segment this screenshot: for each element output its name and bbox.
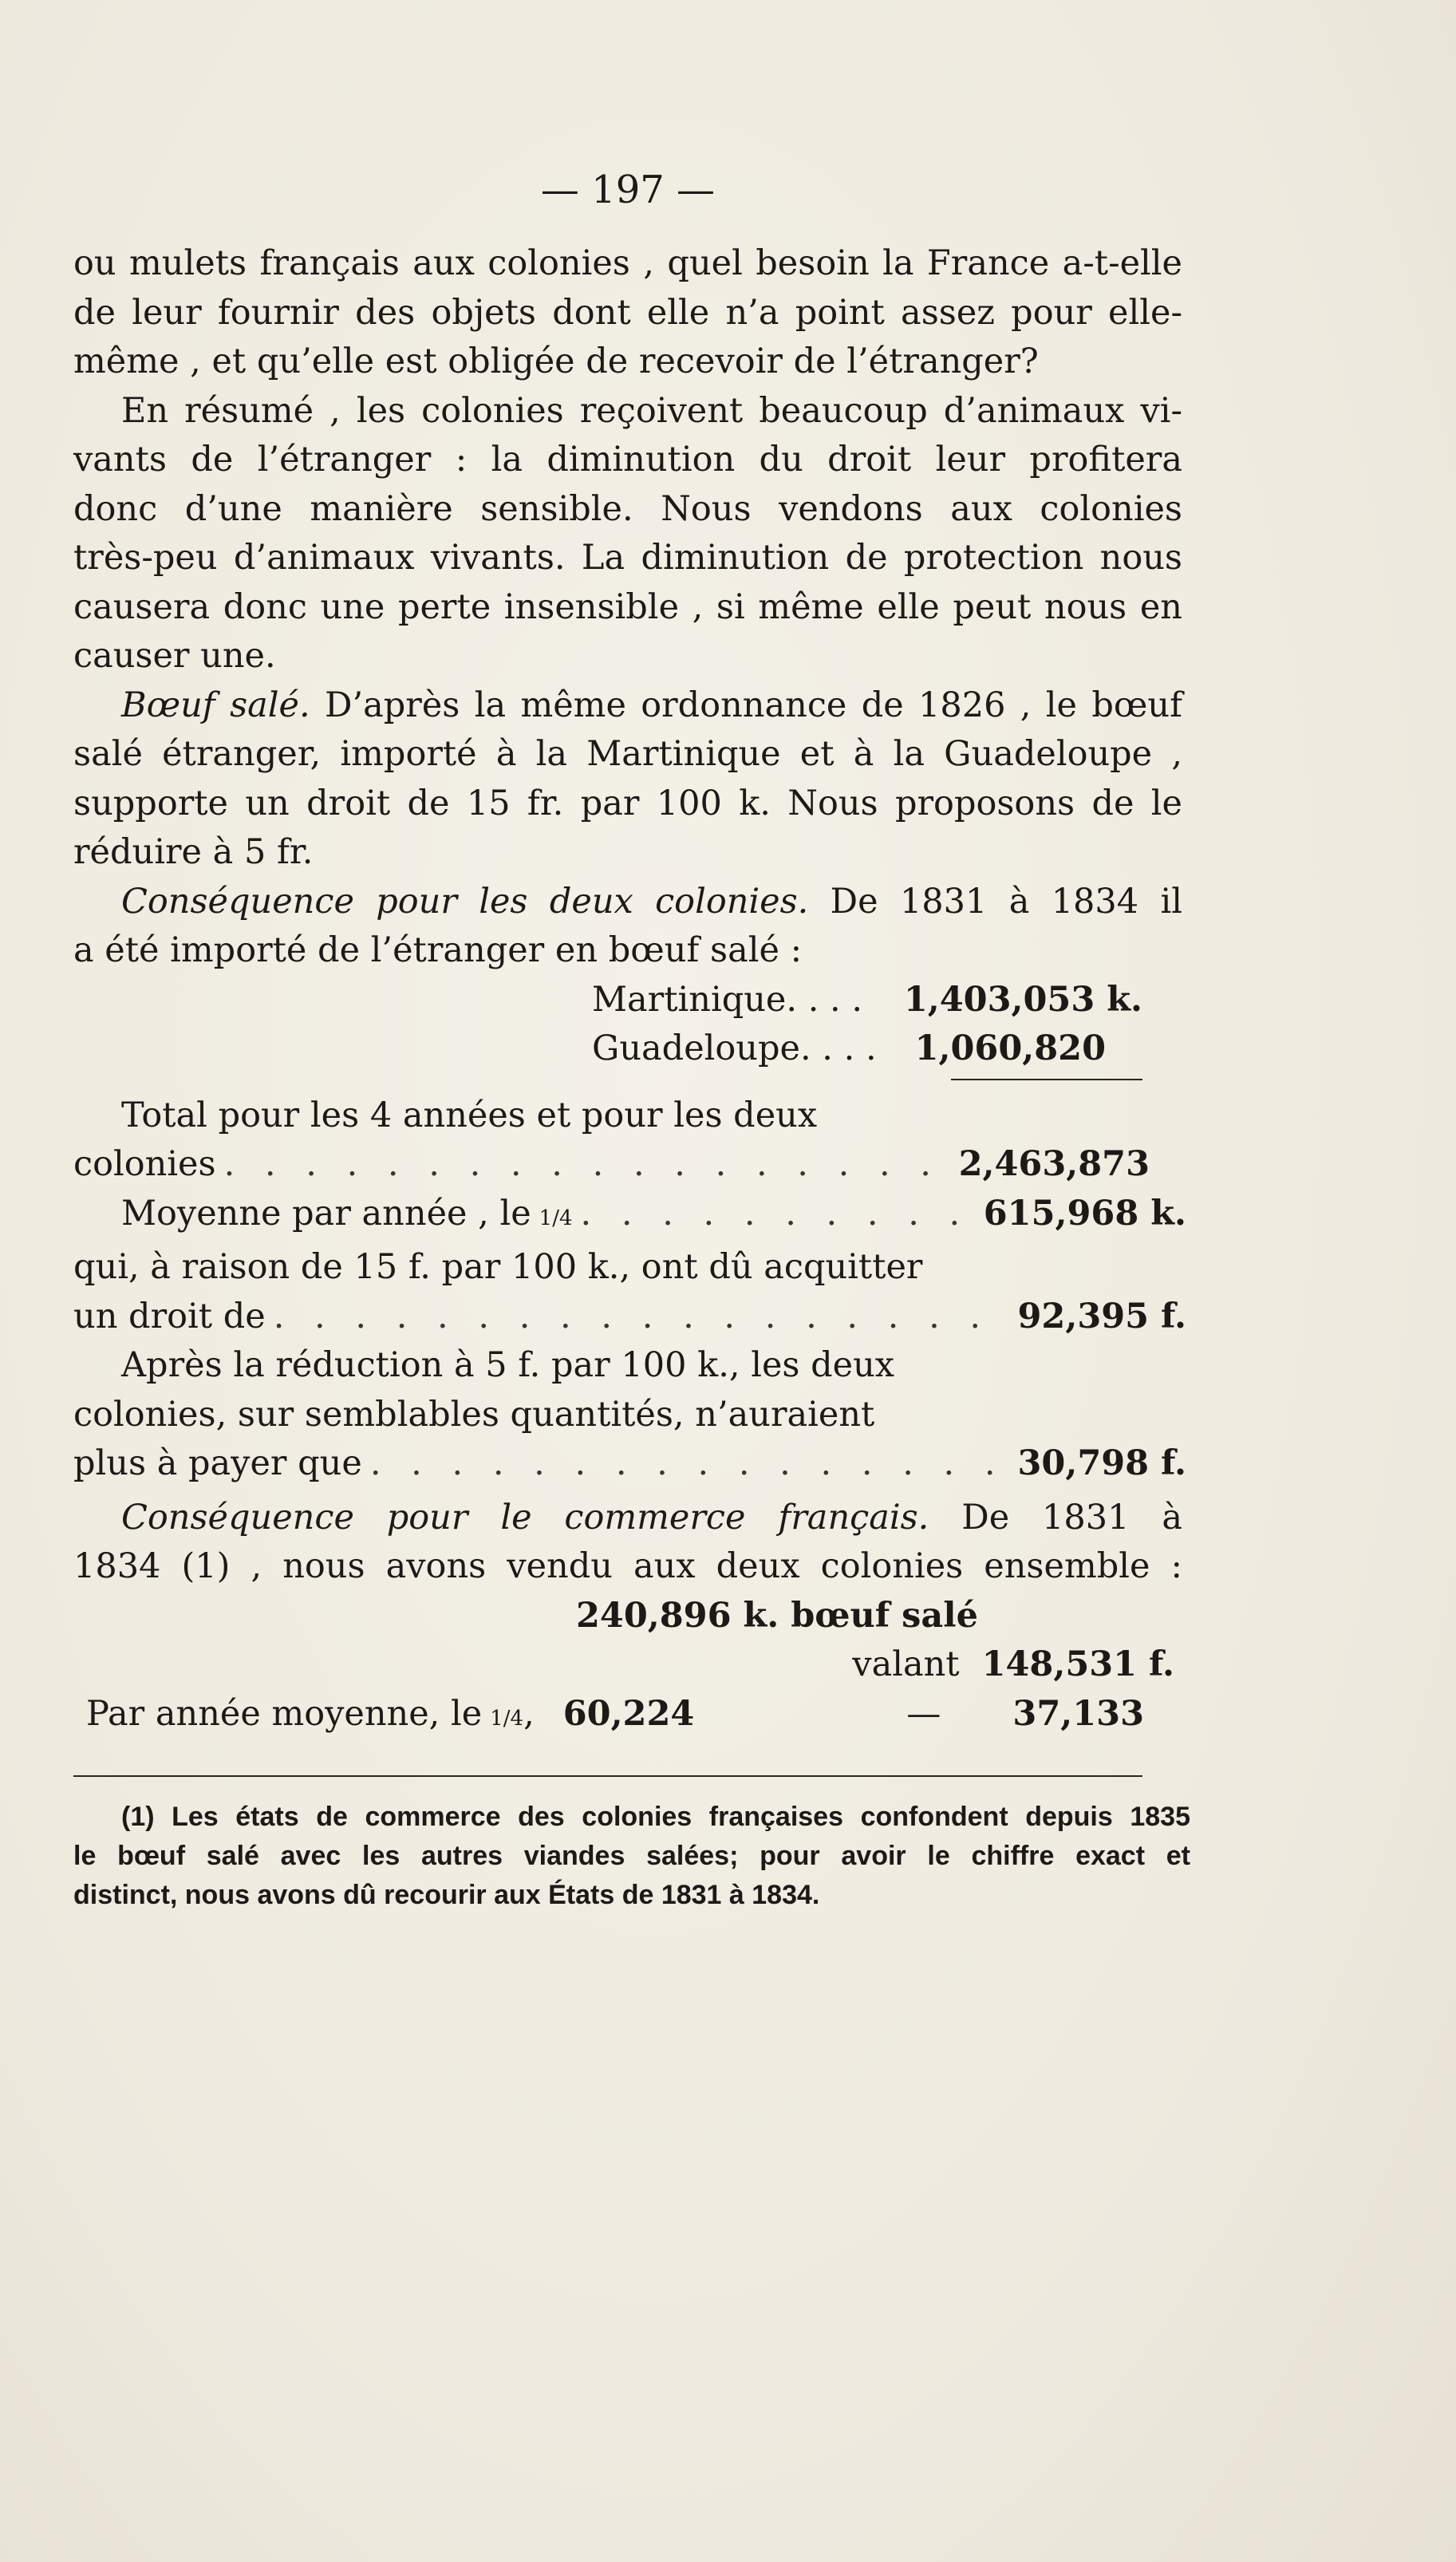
- total-row: [73, 1140, 1186, 1190]
- imports-table: [592, 976, 1142, 1080]
- text-line: même , et qu’elle est obligée de recevoir de l’étranger?: [73, 341, 1039, 381]
- text-line: supporte un droit de 15 fr. par 100 k. Nous proposons de le: [73, 783, 1182, 823]
- leader-dots: [274, 1293, 1010, 1342]
- valued-row: [73, 1640, 1182, 1690]
- text-line: réduire à 5 fr.: [73, 832, 314, 872]
- text-line: colonies, sur semblables quantités, n’auraient: [73, 1394, 875, 1435]
- footnote: [73, 1798, 1190, 1915]
- footnote-rule: [73, 1775, 1142, 1777]
- duty-row: [73, 1293, 1186, 1342]
- row-label: un droit de: [73, 1296, 266, 1336]
- totals-block: [73, 1092, 1186, 1489]
- text-line: [73, 878, 1182, 927]
- row-value: 2,463,873: [958, 1144, 1150, 1184]
- text-line: 1834 (1) , nous avons vendu aux deux colonies ensemble :: [73, 1546, 1182, 1586]
- import-value: 1,403,053 k.: [903, 979, 1142, 1020]
- sold-quantity: 240,896 k. bœuf salé: [576, 1595, 978, 1636]
- average-row: [73, 1190, 1186, 1244]
- import-value: 1,060,820: [914, 1028, 1106, 1068]
- row-label: colonies: [73, 1144, 216, 1184]
- page-number: — 197 —: [540, 168, 716, 212]
- leader-dots: [581, 1190, 976, 1239]
- text-span: De 1831 à: [929, 1497, 1183, 1538]
- footnote-line: le bœuf salé avec les autres viandes salées; pour avoir le chiffre exact et: [73, 1841, 1190, 1871]
- text-line: vants de l’étranger : la diminution du droit leur profitera: [73, 440, 1182, 480]
- text-line: En résumé , les colonies reçoivent beaucoup d’animaux vi-: [121, 390, 1182, 431]
- yearly-average-row: [73, 1690, 1182, 1744]
- text-line: qui, à raison de 15 f. par 100 k., ont dû acquitter: [73, 1247, 923, 1287]
- leader-dots: [224, 1140, 951, 1190]
- paragraph-colonies-consequence: [73, 878, 1182, 976]
- text-span: D’après la même ordonnance de 1826 , le bœuf: [310, 685, 1182, 725]
- text-line: ou mulets français aux colonies , quel besoin la France a-t-elle: [73, 243, 1182, 283]
- text-line: Après la réduction à 5 f. par 100 k., les deux: [121, 1345, 895, 1385]
- paragraph-french-commerce: [73, 1494, 1182, 1744]
- import-label: Guadeloupe. . . .: [592, 1028, 877, 1068]
- import-label: Martinique. . . .: [592, 979, 863, 1020]
- body-text: [73, 239, 1190, 1915]
- text-line: [73, 681, 1182, 731]
- paragraph-summary: [73, 387, 1182, 681]
- section-heading: Conséquence pour les deux colonies.: [121, 881, 809, 922]
- paragraph-salted-beef: [73, 681, 1182, 878]
- leader-dots: [370, 1439, 1010, 1489]
- fraction: 1/4: [490, 1706, 524, 1731]
- row-label: Moyenne par année , le: [121, 1193, 531, 1234]
- paragraph-continuation: [73, 239, 1182, 387]
- row-value: 615,968 k.: [983, 1193, 1186, 1234]
- row-label: plus à payer que: [73, 1443, 362, 1483]
- valued-label: valant: [852, 1644, 960, 1684]
- import-row-martinique: [592, 976, 1142, 1025]
- section-heading: Conséquence pour le commerce français.: [121, 1497, 929, 1538]
- sold-qty-row: [73, 1592, 1182, 1641]
- text-line: donc d’une manière sensible. Nous vendons aux colonies: [73, 488, 1182, 529]
- text-line: de leur fournir des objets dont elle n’a point assez pour elle-: [73, 292, 1182, 333]
- text-line: causer une.: [73, 636, 276, 676]
- row-label: Par année moyenne, le: [86, 1693, 483, 1734]
- footnote-line: distinct, nous avons dû recourir aux États de 1831 à 1834.: [73, 1880, 820, 1910]
- text-line: Total pour les 4 années et pour les deux: [121, 1095, 818, 1135]
- text-line: a été importé de l’étranger en bœuf salé :: [73, 930, 803, 970]
- dash: —: [906, 1693, 941, 1734]
- row-value: 92,395 f.: [1017, 1296, 1186, 1336]
- text-line: très-peu d’animaux vivants. La diminution de protection nous: [73, 538, 1182, 578]
- text-line: causera donc une perte insensible , si même elle peut nous en: [73, 586, 1182, 627]
- reduction-row: [73, 1439, 1186, 1489]
- text-line: salé étranger, importé à la Martinique et à la Guadeloupe ,: [73, 734, 1182, 774]
- fraction: 1/4: [539, 1206, 573, 1230]
- row-value: 30,798 f.: [1017, 1443, 1186, 1483]
- comma: ,: [523, 1693, 535, 1734]
- text-line: [73, 1494, 1182, 1543]
- valued-value: 148,531 f.: [981, 1644, 1174, 1684]
- footnote-line: (1) Les états de commerce des colonies françaises confondent depuis 1835: [121, 1802, 1190, 1832]
- section-heading: Bœuf salé.: [121, 685, 310, 725]
- average-quantity: 60,224: [562, 1693, 695, 1734]
- text-span: De 1831 à 1834 il: [808, 881, 1182, 922]
- sum-rule: [951, 1079, 1142, 1080]
- import-row-guadeloupe: [592, 1024, 1142, 1074]
- average-value: 37,133: [1012, 1693, 1144, 1734]
